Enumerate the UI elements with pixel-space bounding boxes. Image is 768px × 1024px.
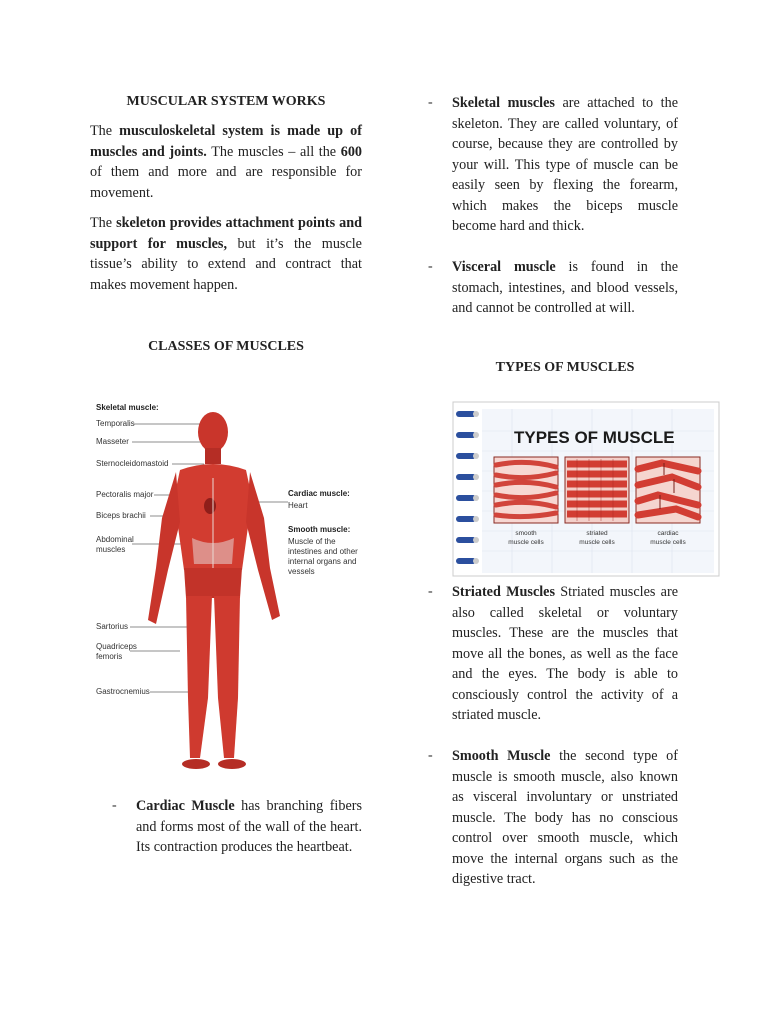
label-sternocleidomastoid: Sternocleidomastoid (96, 459, 169, 468)
label-abdominal-2: muscles (96, 545, 126, 554)
paragraph-musculoskeletal: The musculoskeletal system is made up of muscles and joints. The muscles – all the 600 of them and more and are responsible for movement. (90, 123, 362, 201)
bullet-striated-muscles (428, 582, 678, 726)
label-smooth-2: intestines and other (288, 547, 358, 556)
label-smooth-1: Muscle of the (288, 537, 336, 546)
label-biceps: Biceps brachii (96, 511, 146, 520)
figure-title-skeletal: Skeletal muscle: (96, 403, 159, 412)
bullet-skeletal-text: Skeletal muscles are attached to the skeleton. They are called voluntary, of course, because they are controlled by your will. This type of muscle can be easily seen by flexing the forearm, which makes the biceps muscle become hard and thick. (452, 95, 678, 234)
cell-label-smooth-1: smooth (515, 530, 537, 537)
label-heart: Heart (288, 501, 308, 510)
bullet-smooth-muscle (428, 746, 678, 890)
figure-title-smooth: Smooth muscle: (288, 525, 351, 534)
cell-label-smooth-2: muscle cells (508, 539, 544, 546)
bullet-dash: - (428, 748, 433, 763)
bullet-visceral-muscle (428, 257, 678, 319)
bullet-striated-text: Striated Muscles Striated muscles are also called skeletal or voluntary muscles. These are the muscles that move all the bones, as well as the face and the eyes. The body is able to consciously control the activity of a striated muscle. (452, 584, 678, 723)
bullet-cardiac-muscle (112, 796, 362, 858)
cell-label-cardiac-2: muscle cells (650, 539, 686, 546)
muscular-system-figure (92, 398, 358, 788)
bullet-dash: - (428, 95, 433, 110)
label-sartorius: Sartorius (96, 622, 129, 631)
figure-title-cardiac: Cardiac muscle: (288, 489, 350, 498)
label-masseter: Masseter (96, 437, 129, 446)
heading-types-of-muscles: TYPES OF MUSCLES (495, 360, 635, 375)
bullet-skeletal-muscles (428, 93, 678, 237)
smooth-muscle-cells-panel (494, 457, 558, 523)
bullet-dash: - (112, 798, 117, 813)
paragraph-skeleton: The skeleton provides attachment points and support for muscles, but it’s the muscle tissue’s ability to extend and contract that makes movement happen. (90, 215, 362, 293)
heading-classes-of-muscles: CLASSES OF MUSCLES (148, 339, 304, 354)
label-smooth-3: internal organs and (288, 557, 357, 566)
label-quadriceps-2: femoris (96, 652, 123, 661)
cell-label-cardiac-1: cardiac (657, 530, 679, 537)
bullet-dash: - (428, 259, 433, 274)
bullet-dash: - (428, 584, 433, 599)
cell-label-striated-2: muscle cells (579, 539, 615, 546)
label-smooth-4: vessels (288, 567, 315, 576)
heading-muscular-system-works: MUSCULAR SYSTEM WORKS (126, 94, 326, 109)
label-gastrocnemius: Gastrocnemius (96, 687, 150, 696)
label-temporalis: Temporalis (96, 419, 135, 428)
bullet-cardiac-text: Cardiac Muscle has branching fibers and forms most of the wall of the heart. Its contraction produces the heartbeat. (136, 798, 362, 855)
types-of-muscle-figure (452, 401, 720, 577)
bullet-visceral-text: Visceral muscle is found in the stomach, intestines, and blood vessels, and cannot be controlled at will. (452, 259, 678, 316)
figure2-title: TYPES OF MUSCLE (514, 428, 675, 447)
label-pectoralis: Pectoralis major (96, 490, 154, 499)
label-quadriceps: Quadriceps (96, 642, 137, 651)
label-abdominal: Abdominal (96, 535, 134, 544)
cell-label-striated-1: striated (586, 530, 608, 537)
striated-muscle-cells-panel (565, 457, 629, 523)
cardiac-muscle-cells-panel (636, 457, 700, 523)
bullet-smooth-text: Smooth Muscle the second type of muscle is smooth muscle, also known as visceral involuntary or unstriated muscle. The body has no conscious control over smooth muscle, which move the internal organs such as the digestive tract. (452, 748, 678, 887)
left-column (90, 94, 362, 355)
